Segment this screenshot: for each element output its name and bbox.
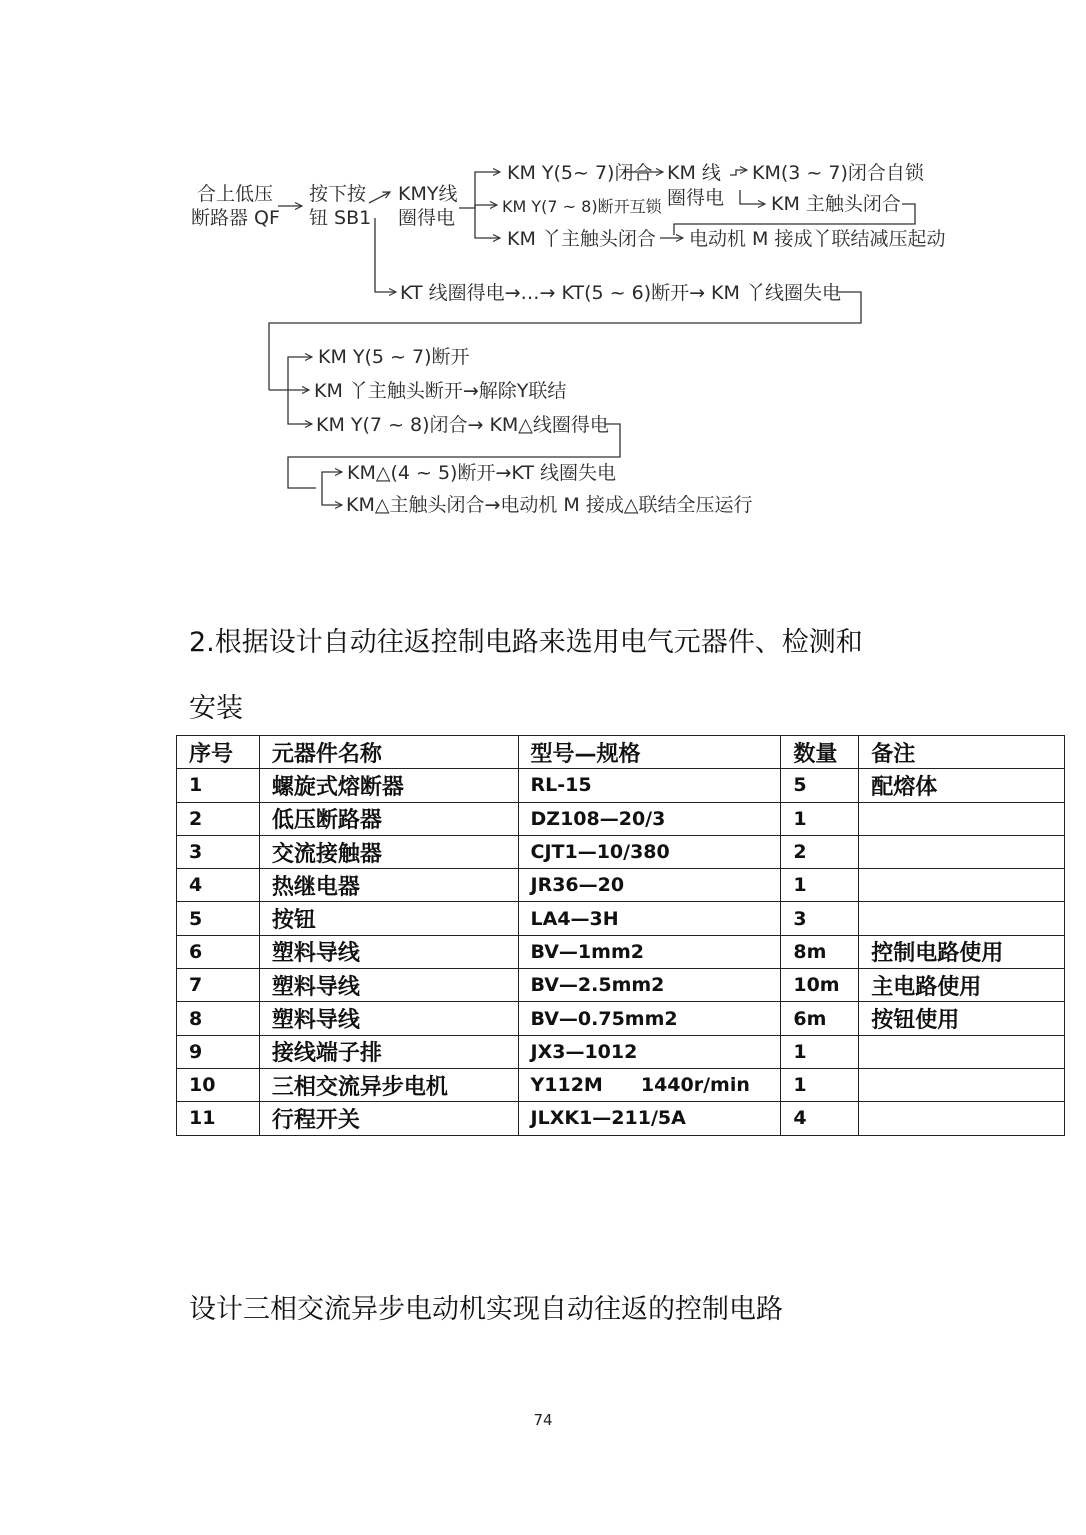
cell-no: 9	[177, 1035, 260, 1068]
section2-title-line2: 安装	[189, 693, 243, 724]
cell-note	[859, 835, 1065, 868]
node-r2: KM 丫主触头断开→解除Y联结	[314, 380, 567, 402]
section3-title: 设计三相交流异步电动机实现自动往返的控制电路	[189, 1294, 783, 1325]
node-kmy-line1: KMY线	[398, 183, 458, 205]
table-row	[177, 769, 1065, 802]
cell-model-type: Y112M	[530, 1074, 603, 1097]
cell-name: 螺旋式熔断器	[259, 769, 518, 802]
table-header-row	[177, 736, 1065, 769]
node-r1: KM Y(5 ~ 7)断开	[318, 346, 470, 368]
cell-model: DZ108—20/3	[518, 802, 781, 835]
cell-no: 1	[177, 769, 260, 802]
col-header-qty: 数量	[781, 736, 859, 769]
arrow-kmcoil-lock	[730, 170, 747, 175]
table-row	[177, 1102, 1065, 1135]
cell-qty: 1	[781, 869, 859, 902]
cell-qty: 6m	[781, 1002, 859, 1035]
cell-no: 8	[177, 1002, 260, 1035]
table-row	[177, 969, 1065, 1002]
cell-note	[859, 802, 1065, 835]
node-km-coil-line2: 圈得电	[667, 187, 725, 209]
arrow-sb1-kmy	[369, 192, 390, 203]
table-row	[177, 902, 1065, 935]
node-km-coil-line1: KM 线	[667, 162, 721, 184]
cell-note: 按钮使用	[859, 1002, 1065, 1035]
node-sb1-line2: 钮 SB1	[309, 207, 372, 229]
cell-no: 4	[177, 869, 260, 902]
cell-model: JX3—1012	[518, 1035, 781, 1068]
cell-note	[859, 1068, 1065, 1101]
section2-title-line1: 2.根据设计自动往返控制电路来选用电气元器件、检测和	[189, 627, 863, 658]
branch-km-y-7-8: KM Y(7 ~ 8)断开互锁	[502, 197, 662, 216]
cell-note	[859, 1102, 1065, 1135]
cell-model	[518, 1068, 781, 1101]
cell-model: BV—2.5mm2	[518, 969, 781, 1002]
table-row	[177, 835, 1065, 868]
components-table	[176, 735, 1065, 1136]
cell-name: 塑料导线	[259, 1002, 518, 1035]
cell-model: JLXK1—211/5A	[518, 1102, 781, 1135]
table-row	[177, 802, 1065, 835]
cell-name: 热继电器	[259, 869, 518, 902]
table-row	[177, 1035, 1065, 1068]
arrow-r1	[288, 357, 312, 390]
cell-note: 配熔体	[859, 769, 1065, 802]
node-km-lock: KM(3 ~ 7)闭合自锁	[752, 162, 924, 184]
arrow-r5	[322, 488, 342, 505]
cell-qty: 1	[781, 1068, 859, 1101]
node-kmy-line2: 圈得电	[398, 207, 456, 229]
node-kt-sequence: KT 线圈得电→…→ KT(5 ~ 6)断开→ KM 丫线圈失电	[400, 282, 841, 304]
connector-kt-restart	[269, 292, 861, 390]
cell-name: 塑料导线	[259, 969, 518, 1002]
cell-qty: 1	[781, 1035, 859, 1068]
cell-note	[859, 1035, 1065, 1068]
control-sequence-flowchart	[0, 0, 1086, 560]
cell-model: JR36—20	[518, 869, 781, 902]
col-header-model: 型号—规格	[518, 736, 781, 769]
col-header-no: 序号	[177, 736, 260, 769]
branch-km-y-5-7: KM Y(5~ 7)闭合	[507, 162, 653, 184]
cell-name: 按钮	[259, 902, 518, 935]
cell-name: 接线端子排	[259, 1035, 518, 1068]
cell-name: 行程开关	[259, 1102, 518, 1135]
cell-no: 3	[177, 835, 260, 868]
cell-name: 三相交流异步电机	[259, 1068, 518, 1101]
page-number: 74	[533, 1411, 553, 1429]
cell-model: RL-15	[518, 769, 781, 802]
arrow-sb1-kt	[375, 218, 396, 292]
table-row	[177, 935, 1065, 968]
node-motor-y-start: 电动机 M 接成丫联结减压起动	[689, 228, 946, 250]
col-header-note: 备注	[859, 736, 1065, 769]
arrow-r3	[288, 390, 312, 424]
arrow-r4	[322, 472, 342, 488]
cell-note	[859, 902, 1065, 935]
cell-no: 5	[177, 902, 260, 935]
cell-name: 塑料导线	[259, 935, 518, 968]
col-header-name: 元器件名称	[259, 736, 518, 769]
cell-model: CJT1—10/380	[518, 835, 781, 868]
cell-no: 6	[177, 935, 260, 968]
node-r5: KM△主触头闭合→电动机 M 接成△联结全压运行	[346, 494, 753, 516]
node-r3: KM Y(7 ~ 8)闭合→ KM△线圈得电	[316, 414, 609, 436]
cell-qty: 1	[781, 802, 859, 835]
node-sb1-line1: 按下按	[309, 183, 367, 205]
table-row	[177, 1002, 1065, 1035]
cell-model-speed: 1440r/min	[640, 1074, 750, 1097]
cell-no: 10	[177, 1068, 260, 1101]
cell-no: 7	[177, 969, 260, 1002]
cell-note: 控制电路使用	[859, 935, 1065, 968]
cell-qty: 4	[781, 1102, 859, 1135]
branch-km-y-main: KM 丫主触头闭合	[507, 228, 656, 250]
cell-note: 主电路使用	[859, 969, 1065, 1002]
node-qf-line1: 合上低压	[197, 183, 274, 205]
cell-name: 低压断路器	[259, 802, 518, 835]
table-row	[177, 869, 1065, 902]
table-row	[177, 1068, 1065, 1101]
cell-model: BV—0.75mm2	[518, 1002, 781, 1035]
arrow-kmcoil-main	[740, 190, 765, 204]
arrow-kmy-b3	[475, 205, 500, 238]
cell-model: BV—1mm2	[518, 935, 781, 968]
cell-qty: 5	[781, 769, 859, 802]
cell-model: LA4—3H	[518, 902, 781, 935]
arrow-kmy-b1	[459, 172, 500, 208]
cell-no: 11	[177, 1102, 260, 1135]
cell-qty: 2	[781, 835, 859, 868]
node-km-main: KM 主触头闭合	[771, 193, 901, 215]
node-r4: KM△(4 ~ 5)断开→KT 线圈失电	[347, 462, 617, 484]
cell-qty: 10m	[781, 969, 859, 1002]
cell-no: 2	[177, 802, 260, 835]
cell-qty: 8m	[781, 935, 859, 968]
cell-qty: 3	[781, 902, 859, 935]
cell-note	[859, 869, 1065, 902]
node-qf-line2: 断路器 QF	[191, 207, 280, 229]
cell-name: 交流接触器	[259, 835, 518, 868]
